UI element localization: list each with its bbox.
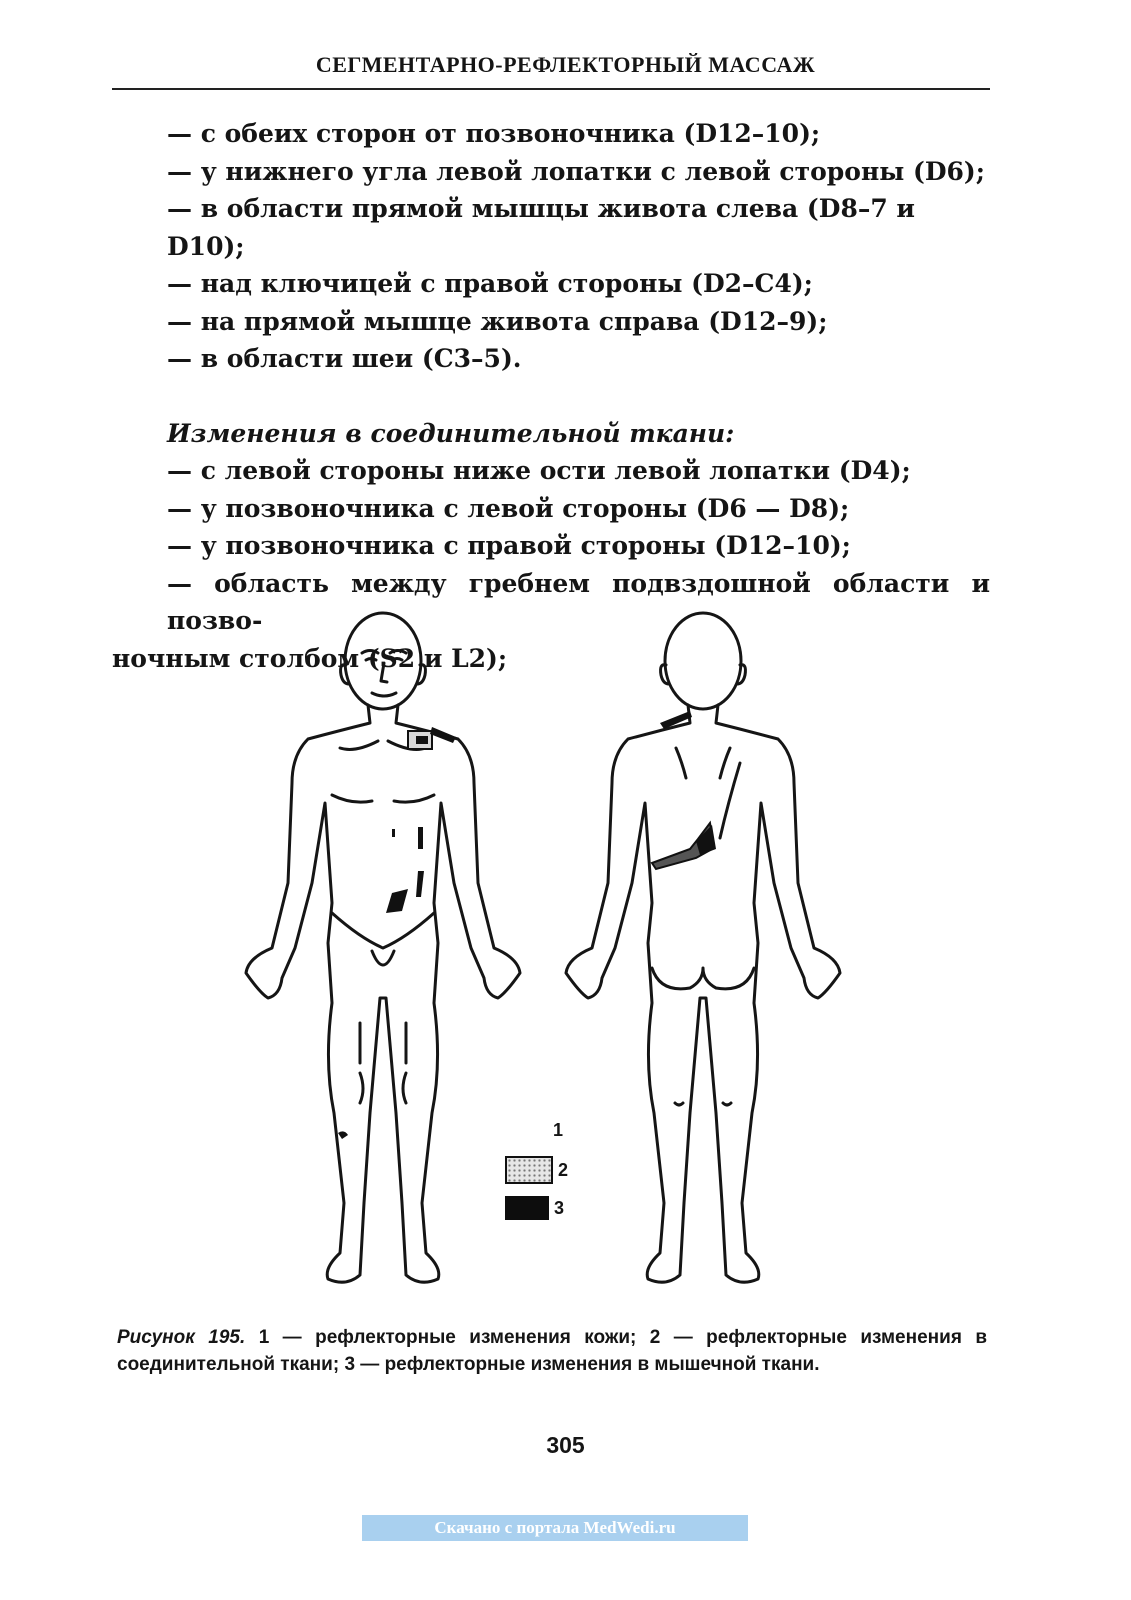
list1-item-4: — над ключицей с правой стороны (D2–C4); <box>167 269 813 298</box>
running-header: СЕГМЕНТАРНО-РЕФЛЕКТОРНЫЙ МАССАЖ <box>315 52 816 77</box>
list2-item-3: — у позвоночника с правой стороны (D12–10); <box>167 531 851 560</box>
list1-item-5: — на прямой мышце живота справа (D12–9); <box>167 306 828 336</box>
paragraph-line-2: ночным столбом (S2 и L2); <box>112 643 508 673</box>
back-figure <box>566 613 840 1282</box>
legend-swatch-muscle <box>505 1196 549 1220</box>
legend-swatch-connective <box>505 1156 553 1184</box>
download-banner[interactable]: Скачано с портала MedWedi.ru <box>362 1515 748 1541</box>
header-rule <box>112 88 990 90</box>
body-diagram <box>220 603 980 1303</box>
legend-label-3: 3 <box>554 1197 565 1218</box>
caption-label: Рисунок 195. <box>117 1327 246 1348</box>
paragraph-line-1: — область между гребнем подвздошной области и позво- <box>167 568 990 635</box>
list1-item-1: — с обеих сторон от позвоночника (D12–10); <box>167 119 821 148</box>
body-text <box>112 115 990 677</box>
section-heading: Изменения в соединительной ткани: <box>167 418 735 448</box>
legend-label-1: 1 <box>553 1120 564 1140</box>
page-number: 305 <box>546 1432 585 1458</box>
front-figure <box>246 613 520 1282</box>
list1-item-2: — у нижнего угла левой лопатки с левой стороны (D6); <box>167 156 985 186</box>
reflex-markings <box>338 711 716 1139</box>
figure-caption <box>117 1324 987 1378</box>
legend-label-2: 2 <box>558 1159 569 1180</box>
list2-item-2: — у позвоночника с левой стороны (D6 — D8); <box>167 493 850 523</box>
list2-item-1: — с левой стороны ниже ости левой лопатки (D4); <box>167 456 911 485</box>
caption-text: 1 — рефлекторные изменения кожи; 2 — рефлекторные изменения в соединительной ткани; 3 — рефлекторные изменения в мышечной ткани. <box>117 1327 987 1375</box>
list1-item-3: — в области прямой мышцы живота слева (D8–7 и D10); <box>167 194 915 261</box>
list1-item-6: — в области шеи (C3–5). <box>167 344 522 373</box>
